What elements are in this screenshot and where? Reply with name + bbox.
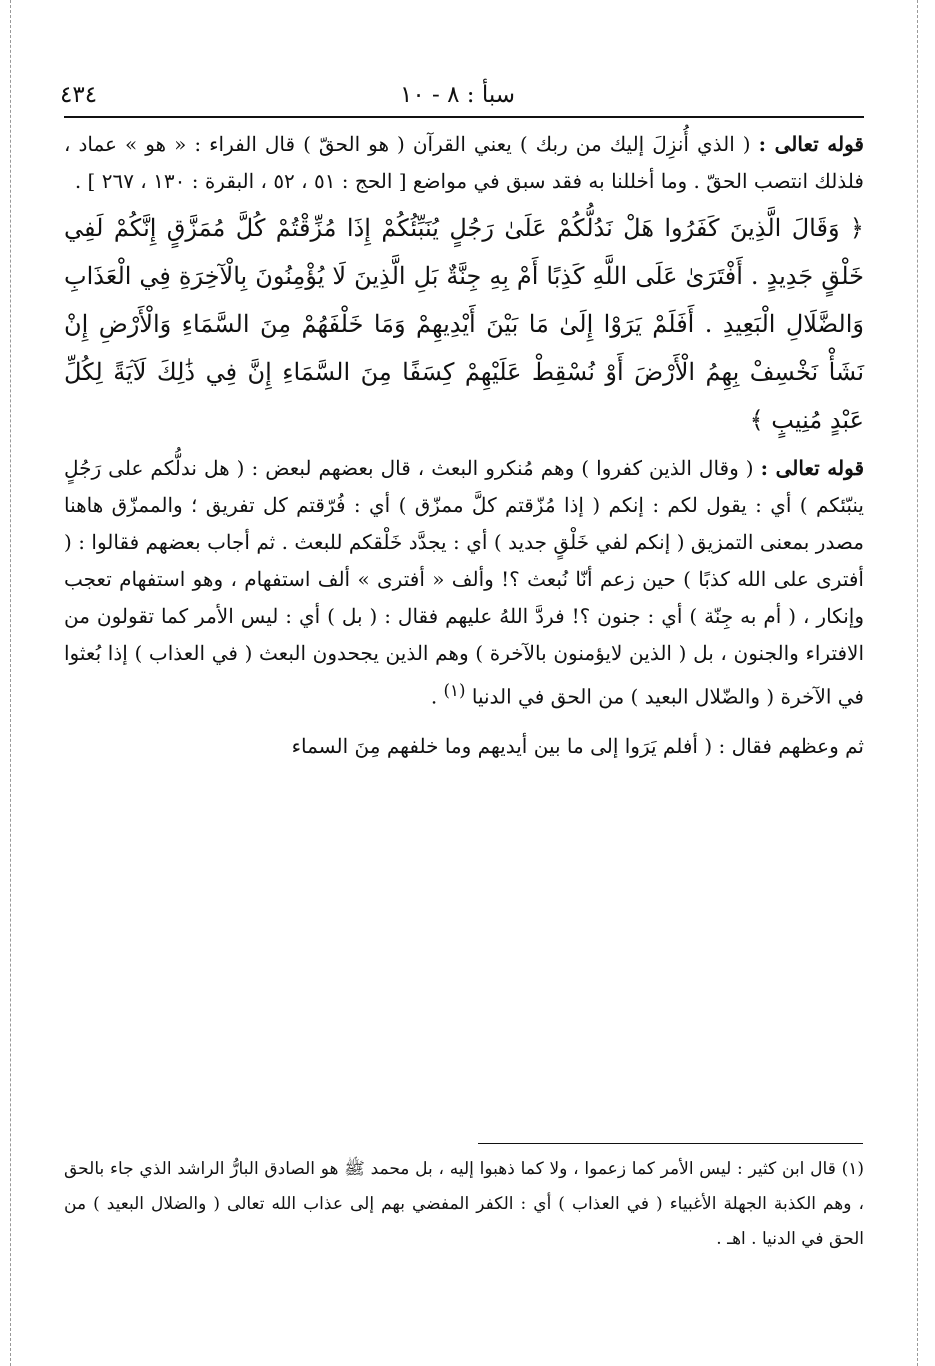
commentary-text: ( الذي أُنزِلَ إليك من ربك ) يعني القرآن ( هو الحقّ ) قال الفراء : « هو » عماد ، فلذلك انتصب الحقّ . وما أخللنا به فقد سبق في مواضع [ الحج : ٥١ ، ٥٢ ، البقرة : ١٣٠ ، ٢٦٧ ] . — [64, 132, 864, 193]
commentary-lead: قوله تعالى : — [760, 456, 865, 480]
commentary-text: ( وقال الذين كفروا ) وهم مُنكرو البعث ، قال بعضهم لبعض : ( هل ندلُّكم على رَجُلٍ ينبّئكم ) أي : يقول لكم : إنكم ( إذا مُزّقتم كلَّ ممزّق ) أي : فُرّقتم كل تفريق ؛ والممزّق هاهنا مصدر بمعنى التمزيق ( إنكم لفي خَلْقٍ جديد ) أي : يجدَّد خَلْقكم للبعث . ثم أجاب بعضهم فقالوا : ( أفترى على الله كذبًا ) حين زعم أنّا نُبعث ؟! وألف « أفترى » ألف استفهام ، وهو استفهام تعجب وإنكار ، ( أم به جِنّة ) أي : جنون ؟! فردَّ اللهُ عليهم فقال : ( بل ) أي : ليس الأمر كما تقولون من الافتراء والجنون ، بل ( الذين لايؤمنون بالآخرة ) وهم الذين يجحدون البعث ( في العذاب ) إذا بُعثوا في الآخرة ( والضّلال البعيد ) من الحق في الدنيا — [64, 456, 864, 709]
commentary-end: . — [430, 684, 444, 709]
commentary-paragraph-2 — [64, 450, 864, 716]
footnote: (١) قال ابن كثير : ليس الأمر كما زعموا ، ولا كما ذهبوا إليه ، بل محمد ﷺ هو الصادق البارُّ الراشد الذي جاء بالحق ، وهم الكذبة الجهلة الأغبياء ( في العذاب ) أي : الكفر المفضي بهم إلى عذاب الله تعالى ( والضلال البعيد ) من الحق في الدنيا . اهـ . — [64, 1159, 864, 1249]
main-text — [64, 126, 864, 765]
page-edge-right — [917, 0, 918, 1366]
page-header — [60, 76, 866, 116]
page-edge-left — [10, 0, 11, 1366]
commentary-paragraph-3: ثم وعظهم فقال : ( أفلم يَرَوا إلى ما بين أيديهم وما خلفهم مِنَ السماء — [291, 733, 864, 758]
footnote-divider — [478, 1143, 863, 1144]
page-number: ٤٣٤ — [60, 82, 98, 108]
header-divider — [64, 116, 864, 118]
footnote-marker: (١) — [443, 681, 466, 700]
commentary-lead: قوله تعالى : — [758, 132, 864, 156]
commentary-paragraph-1 — [64, 126, 864, 200]
quran-verses: ﴿ وَقَالَ الَّذِينَ كَفَرُوا هَلْ نَدُلُّكُمْ عَلَىٰ رَجُلٍ يُنَبِّئُكُمْ إِذَا مُزِّقْتُمْ كُلَّ مُمَزَّقٍ إِنَّكُمْ لَفِي خَلْقٍ جَدِيدٍ . أَفْتَرَىٰ عَلَى اللَّهِ كَذِبًا أَمْ بِهِ جِنَّةٌ بَلِ الَّذِينَ لَا يُؤْمِنُونَ بِالْآخِرَةِ فِي الْعَذَابِ وَالضَّلَالِ الْبَعِيدِ . أَفَلَمْ يَرَوْا إِلَىٰ مَا بَيْنَ أَيْدِيهِمْ وَمَا خَلْفَهُمْ مِنَ السَّمَاءِ وَالْأَرْضِ إِنْ نَشَأْ نَخْسِفْ بِهِمُ الْأَرْضَ أَوْ نُسْقِطْ عَلَيْهِمْ كِسَفًا مِنَ السَّمَاءِ إِنَّ فِي ذَٰلِكَ لَآيَةً لِكُلِّ عَبْدٍ مُنِيبٍ ﴾ — [64, 214, 864, 434]
surah-reference: سبأ : ٨ - ١٠ — [400, 82, 516, 108]
